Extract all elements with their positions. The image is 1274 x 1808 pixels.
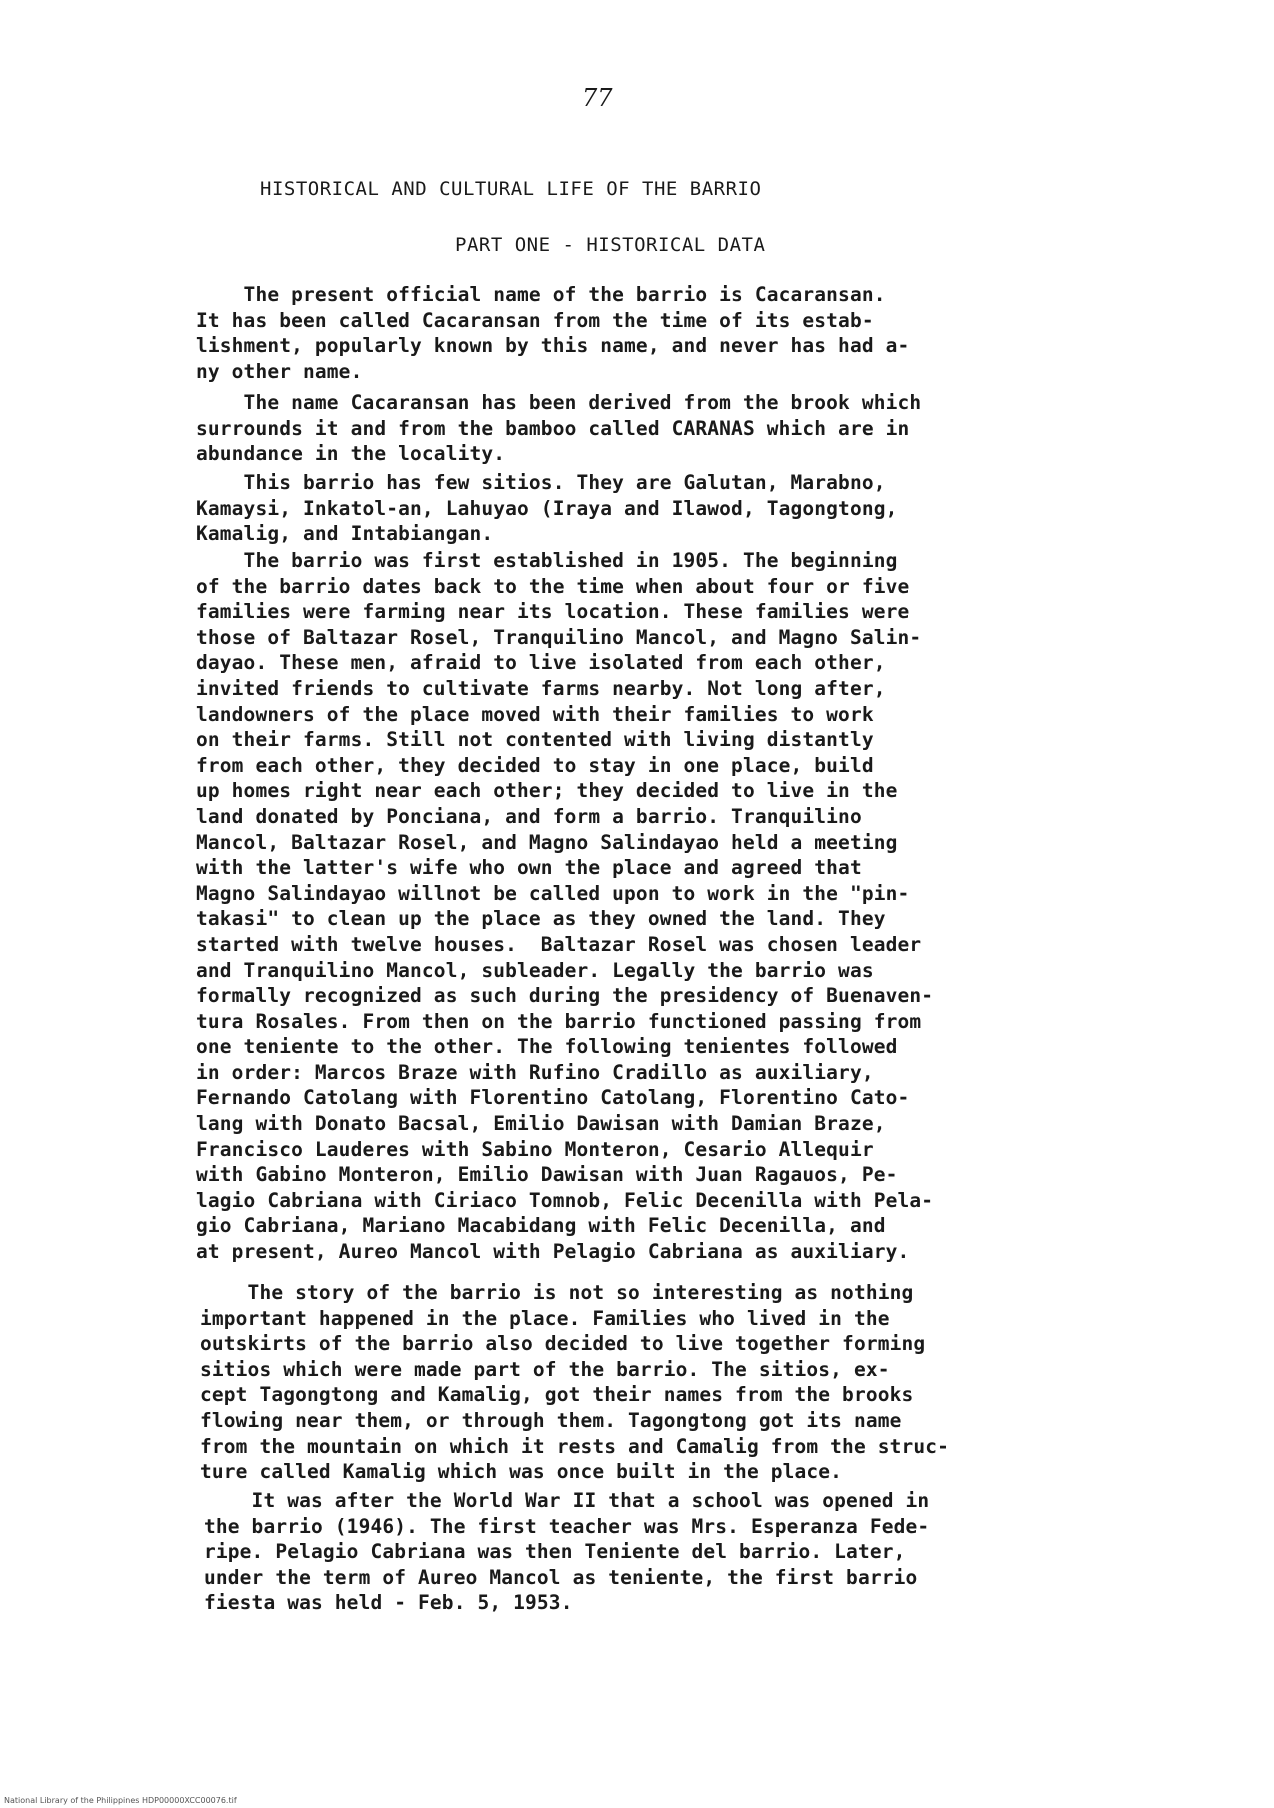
paragraph-name-origin: The name Cacaransan has been derived from the brook which surrounds it and from the bamboo called CARANAS which are in abundance in the locality. bbox=[196, 391, 922, 466]
archive-footer: National Library of the Philippines HDP00000XCC00076.tif bbox=[4, 1796, 237, 1805]
page-number: 77 bbox=[582, 84, 613, 112]
paragraph-official-name: The present official name of the barrio is Cacaransan. It has been called Cacaransan from the time of its estab- lishment, popularly known by this name, and never has had a- ny other name. bbox=[196, 283, 910, 383]
paragraph-school: It was after the World War II that a school was opened in the barrio (1946). The first teacher was Mrs. Esperanza Fede- ripe. Pelagio Cabriana was then Teniente del barrio. Later, under the term of Aureo Mancol as teniente, the first barrio fiesta was held - Feb. 5, 1953. bbox=[204, 1489, 930, 1615]
section-subtitle: PART ONE - HISTORICAL DATA bbox=[455, 234, 766, 256]
paragraph-story: The story of the barrio is not so interesting as nothing important happened in the place. Families who lived in the outskirts of the barrio also decided to live together forming sitios which were made part of the barrio. The sitios, ex- cept Tagongtong and Kamalig, got their names from the brooks flowing near them, or through them. Tagongtong got its name from the mountain on which it rests and Camalig from the struc- ture called Kamalig which was once built in the place. bbox=[200, 1281, 950, 1484]
paragraph-sitios: This barrio has few sitios. They are Galutan, Marabno, Kamaysi, Inkatol-an, Lahuyao (Iraya and Ilawod, Tagongtong, Kamalig, and Intabiangan. bbox=[196, 471, 898, 546]
paragraph-establishment: The barrio was first established in 1905. The beginning of the barrio dates back to the time when about four or five families were farming near its location. These families were those of Baltazar Rosel, Tranquilino Mancol, and Magno Salin- dayao. These men, afraid to live isolated from each other, invited friends to cultivate farms nearby. Not long after, landowners of the place moved with their families to work on their farms. Still not contented with living distantly from each other, they decided to stay in one place, build up homes right near each other; they decided to live in the land donated by Ponciana, and form a barrio. Tranquilino Mancol, Baltazar Rosel, and Magno Salindayao held a meeting with the latter's wife who own the place and agreed that Magno Salindayao willnot be called upon to work in the "pin- takasi" to clean up the place as they owned the land. They started with twelve houses. Baltazar Rosel was chosen leader and Tranquilino Mancol, subleader. Legally the barrio was formally recognized as such during the presidency of Buenaven- tura Rosales. From then on the barrio functioned passing from one teniente to the other. The following tenientes followed in order: Marcos Braze with Rufino Cradillo as auxiliary, Fernando Catolang with Florentino Catolang, Florentino Cato- lang with Donato Bacsal, Emilio Dawisan with Damian Braze, Francisco Lauderes with Sabino Monteron, Cesario Allequir with Gabino Monteron, Emilio Dawisan with Juan Ragauos, Pe- lagio Cabriana with Ciriaco Tomnob, Felic Decenilla with Pela- gio Cabriana, Mariano Macabidang with Felic Decenilla, and at present, Aureo Mancol with Pelagio Cabriana as auxiliary. bbox=[196, 549, 934, 1264]
page-title: HISTORICAL AND CULTURAL LIFE OF THE BARRIO bbox=[260, 178, 762, 200]
